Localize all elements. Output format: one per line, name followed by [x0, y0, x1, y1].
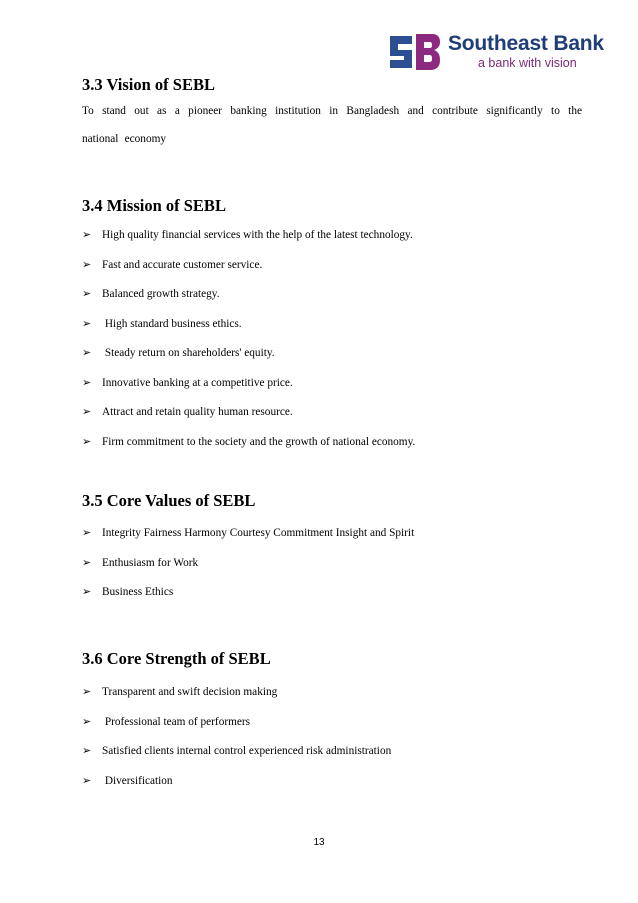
- arrow-bullet-icon: ➢: [82, 745, 92, 757]
- list-item: ➢ Transparent and swift decision making: [82, 686, 278, 698]
- list-item: ➢ Business Ethics: [82, 586, 174, 598]
- core-strength-heading: 3.6 Core Strength of SEBL: [82, 649, 271, 668]
- arrow-bullet-icon: ➢: [82, 229, 92, 241]
- list-item: ➢ Integrity Fairness Harmony Courtesy Commitment Insight and Spirit: [82, 527, 415, 539]
- list-item: ➢ Firm commitment to the society and the growth of national economy.: [82, 435, 416, 448]
- vision-heading: 3.3 Vision of SEBL: [82, 75, 215, 94]
- list-item: ➢ Diversification: [82, 774, 173, 787]
- arrow-bullet-icon: ➢: [82, 686, 92, 698]
- arrow-bullet-icon: ➢: [82, 258, 92, 271]
- arrow-bullet-icon: ➢: [82, 715, 92, 728]
- arrow-bullet-icon: ➢: [82, 317, 92, 330]
- arrow-bullet-icon: ➢: [82, 527, 92, 539]
- core-strength-list: [82, 685, 582, 803]
- logo-bank-name: Southeast Bank: [448, 32, 604, 55]
- list-item: ➢ Enthusiasm for Work: [82, 556, 199, 569]
- list-item: ➢ High quality financial services with the help of the latest technology.: [82, 229, 413, 241]
- core-values-list: [82, 526, 582, 615]
- arrow-bullet-icon: ➢: [82, 774, 92, 787]
- logo-tagline: a bank with vision: [478, 56, 577, 70]
- list-item: ➢ Attract and retain quality human resource.: [82, 406, 293, 418]
- arrow-bullet-icon: ➢: [82, 586, 92, 598]
- list-item: ➢ Satisfied clients internal control experienced risk administration: [82, 745, 392, 757]
- list-item: ➢ Innovative banking at a competitive price.: [82, 376, 293, 389]
- core-values-section: [82, 491, 582, 615]
- list-item: ➢ Fast and accurate customer service.: [82, 258, 263, 271]
- vision-text: To stand out as a pioneer banking institution in Bangladesh and contribute significantly to the national economy: [82, 105, 582, 145]
- bank-logo: [386, 30, 626, 74]
- arrow-bullet-icon: ➢: [82, 556, 92, 569]
- page-number: 13: [313, 837, 325, 848]
- vision-section: [82, 75, 582, 153]
- arrow-bullet-icon: ➢: [82, 406, 92, 418]
- list-item: ➢ Steady return on shareholders' equity.: [82, 347, 275, 359]
- mission-list: [82, 228, 582, 464]
- list-item: ➢ Professional team of performers: [82, 715, 251, 728]
- mission-section: [82, 196, 582, 464]
- list-item: ➢ High standard business ethics.: [82, 317, 242, 330]
- core-strength-section: [82, 649, 582, 803]
- arrow-bullet-icon: ➢: [82, 376, 92, 389]
- arrow-bullet-icon: ➢: [82, 435, 92, 448]
- core-values-heading: 3.5 Core Values of SEBL: [82, 491, 256, 510]
- arrow-bullet-icon: ➢: [82, 347, 92, 359]
- arrow-bullet-icon: ➢: [82, 288, 92, 300]
- southeast-bank-logo-mark: [386, 30, 442, 74]
- list-item: ➢ Balanced growth strategy.: [82, 288, 220, 300]
- mission-heading: 3.4 Mission of SEBL: [82, 196, 226, 215]
